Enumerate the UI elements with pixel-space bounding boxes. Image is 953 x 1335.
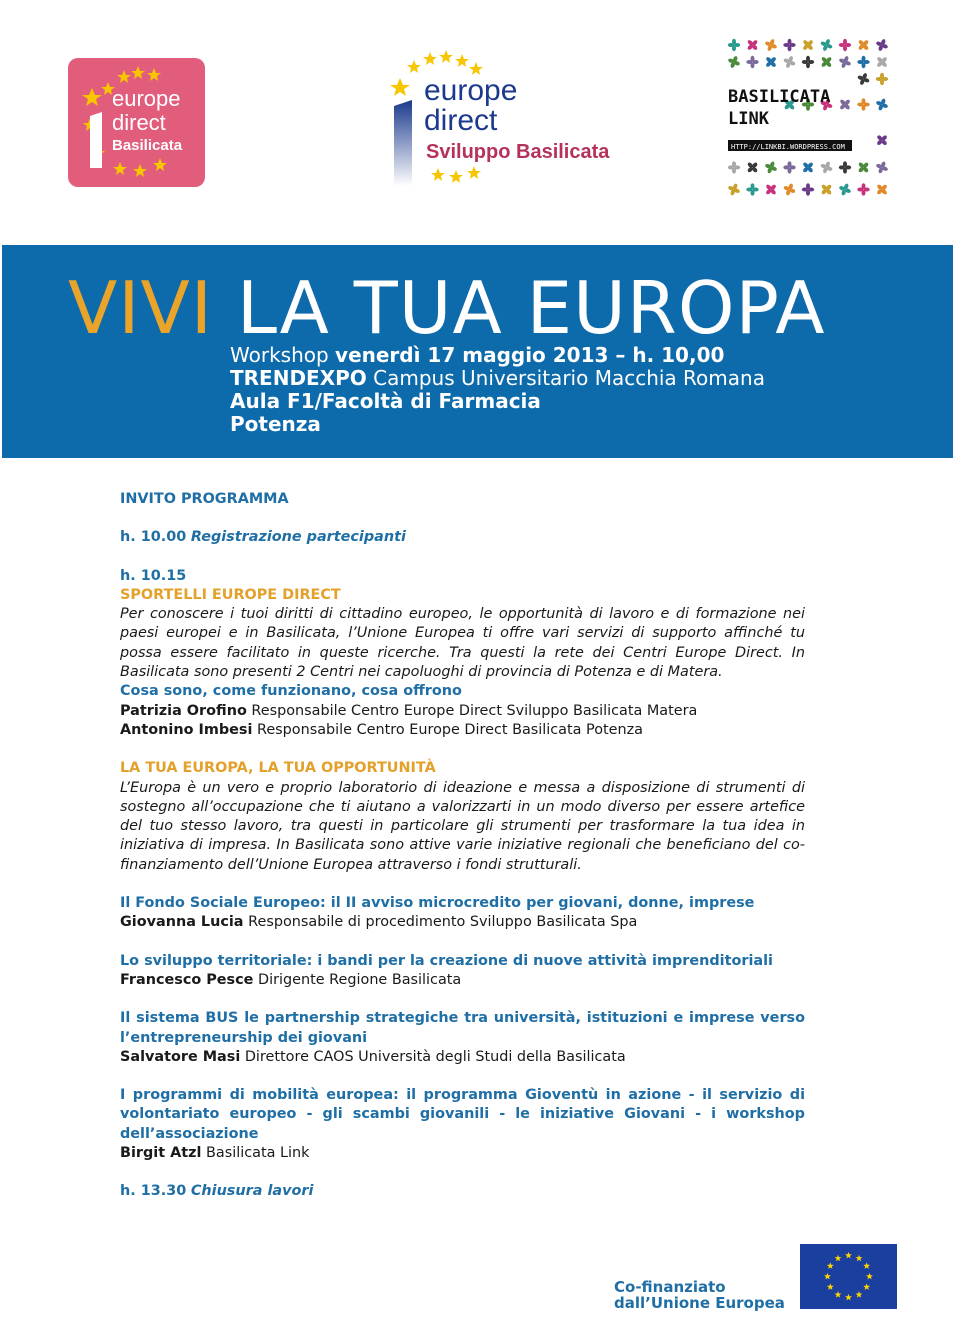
svg-text:Basilicata: Basilicata <box>112 137 183 154</box>
venue-room: Aula F1/Facoltà di Farmacia <box>230 389 541 413</box>
basilicata-link-logo <box>726 36 896 208</box>
flower-icon <box>857 183 869 195</box>
speaker-row <box>120 971 805 990</box>
topic-title: Lo sviluppo territoriale: i bandi per la creazione di nuove attività imprenditoriali <box>120 952 773 969</box>
flower-icon <box>821 184 833 196</box>
item-time: h. 10.00 <box>120 529 187 546</box>
flower-icon <box>747 39 759 51</box>
speaker-name: Giovanna Lucia <box>120 914 244 931</box>
flower-icon <box>802 39 814 51</box>
section-subtitle: Cosa sono, come funzionano, cosa offrono <box>120 683 462 700</box>
flower-icon <box>858 162 870 174</box>
svg-text:direct: direct <box>112 110 166 135</box>
program-heading: INVITO PROGRAMMA <box>120 491 289 507</box>
speaker-role: Responsabile Centro Europe Direct Basilicata Potenza <box>256 721 643 738</box>
flower-icon <box>876 39 889 52</box>
program-content <box>120 490 805 1202</box>
europe-direct-basilicata-logo <box>68 58 205 187</box>
topic-title: Il sistema BUS le partnership strategiche tra università, istituzioni e imprese verso l’entrepreneurship dei giovani <box>120 1010 805 1046</box>
venue-name: TRENDEXPO <box>230 366 367 390</box>
flower-icon <box>728 161 740 173</box>
speaker-row <box>120 1048 805 1067</box>
flower-icon <box>820 161 833 174</box>
agenda-time-1015: h. 10.15 <box>120 567 187 584</box>
section-title-opportunita: LA TUA EUROPA, LA TUA OPPORTUNITÀ <box>120 760 436 777</box>
flower-icon <box>858 39 870 51</box>
flower-icon <box>839 99 851 111</box>
flower-icon <box>765 184 777 196</box>
flower-icon <box>876 56 888 68</box>
speaker-row <box>120 702 805 721</box>
event-details <box>230 344 765 436</box>
flower-icon <box>728 39 740 51</box>
flower-icon <box>765 39 778 52</box>
flower-icon <box>746 56 758 68</box>
topic-title: I programmi di mobilità europea: il programma Gioventù in azione - il servizio di volontariato europeo - gli scambi giovanili - le iniziative Giovani - i workshop dell’associazione <box>120 1087 805 1142</box>
venue-city: Potenza <box>230 412 321 436</box>
flower-icon <box>839 56 852 69</box>
speaker-role: Dirigente Regione Basilicata <box>258 971 462 988</box>
flower-icon <box>747 162 759 174</box>
venue-campus: Campus Universitario Macchia Romana <box>373 366 765 390</box>
flower-icon <box>876 161 889 174</box>
flower-icon <box>857 73 870 86</box>
flower-icon <box>876 134 888 146</box>
speaker-name: Antonino Imbesi <box>120 721 253 738</box>
flower-icon <box>728 183 741 196</box>
section-body-opportunita: L’Europa è un vero e proprio laboratorio di ideazione e messa a disposizione di strumenti di sostegno all’occupazione che ti aiutano a valorizzarti in un modo diverso per essere artefice del tuo stesso lavoro, tra questi in particolare gli strumenti per trasformare la tua idea in iniziativa di impresa. In Basilicata sono attive varie iniziative regionali che beneficiano del co-finanziamento dell’Unione Europea attraverso i fondi strutturali. <box>120 779 805 873</box>
flower-icon <box>857 98 869 110</box>
event-date: venerdì 17 maggio 2013 – h. 10,00 <box>335 343 725 367</box>
cofin-line1: Co-finanziato <box>614 1278 726 1296</box>
flower-icon <box>876 184 888 196</box>
flower-icon <box>839 183 852 196</box>
speaker-name: Salvatore Masi <box>120 1048 241 1065</box>
speaker-role: Responsabile Centro Europe Direct Sviluppo Basilicata Matera <box>251 702 698 719</box>
speaker-name: Birgit Atzl <box>120 1145 202 1162</box>
speaker-row <box>120 1144 805 1163</box>
banner-title <box>68 268 826 348</box>
flower-icon <box>802 183 814 195</box>
item-text: Registrazione partecipanti <box>190 529 406 546</box>
workshop-label: Workshop <box>230 343 329 367</box>
flower-icon <box>783 183 796 196</box>
flower-icon <box>765 56 777 68</box>
item-text: Chiusura lavori <box>190 1183 314 1200</box>
flower-icon <box>857 56 869 68</box>
flower-icon <box>783 161 795 173</box>
svg-text:Sviluppo Basilicata: Sviluppo Basilicata <box>426 141 610 163</box>
eu-flag-icon <box>800 1244 897 1309</box>
svg-text:europe: europe <box>112 86 181 111</box>
flower-icon <box>802 56 814 68</box>
svg-text:europe: europe <box>424 74 518 107</box>
flower-icon <box>821 56 833 68</box>
title-vivi: VIVI <box>68 266 213 350</box>
item-time: h. 13.30 <box>120 1183 187 1200</box>
speaker-row <box>120 721 805 740</box>
flower-icon <box>783 39 795 51</box>
flower-icon <box>746 183 758 195</box>
svg-text:direct: direct <box>424 104 498 137</box>
speaker-role: Basilicata Link <box>206 1145 310 1162</box>
cofin-line2: dall’Unione Europea <box>614 1294 785 1312</box>
flower-icon <box>783 56 796 69</box>
flower-icon <box>802 162 814 174</box>
flower-icon <box>839 39 851 51</box>
speaker-name: Francesco Pesce <box>120 971 254 988</box>
speaker-name: Patrizia Orofino <box>120 702 247 719</box>
svg-text:HTTP://LINKBI.WORDPRESS.COM: HTTP://LINKBI.WORDPRESS.COM <box>731 143 845 151</box>
europe-direct-sviluppo-logo <box>378 48 618 188</box>
flower-icon <box>839 161 851 173</box>
svg-text:LINK: LINK <box>728 109 769 129</box>
speaker-role: Direttore CAOS Università degli Studi della Basilicata <box>244 1048 626 1065</box>
section-body-sportelli: Per conoscere i tuoi diritti di cittadino europeo, le opportunità di lavoro e di formazione nei paesi europei e in Basilicata, l’Unione Europea ti offre vari servizi di supporto affinché tu possa essere facilitato in queste ricerche. Tra questi la rete dei Centri Europe Direct. In Basilicata sono presenti 2 Centri nei capoluoghi di provincia di Potenza e di Matera. <box>120 606 805 681</box>
topic-title: Il Fondo Sociale Europeo: il II avviso microcredito per giovani, donne, imprese <box>120 895 755 912</box>
flower-icon <box>876 73 888 85</box>
section-title-sportelli: SPORTELLI EUROPE DIRECT <box>120 586 341 603</box>
agenda-item-closing <box>120 1182 805 1201</box>
flower-icon <box>876 98 889 111</box>
speaker-row <box>120 913 805 932</box>
speaker-role: Responsabile di procedimento Sviluppo Basilicata Spa <box>248 914 638 931</box>
flower-icon <box>765 161 778 174</box>
flower-icon <box>820 39 833 52</box>
cofinanced-note <box>614 1279 785 1311</box>
agenda-item-registration <box>120 528 805 547</box>
svg-text:BASILICATA: BASILICATA <box>728 87 831 107</box>
title-la-tua-europa: LA TUA EUROPA <box>236 266 826 350</box>
flower-icon <box>728 56 741 69</box>
